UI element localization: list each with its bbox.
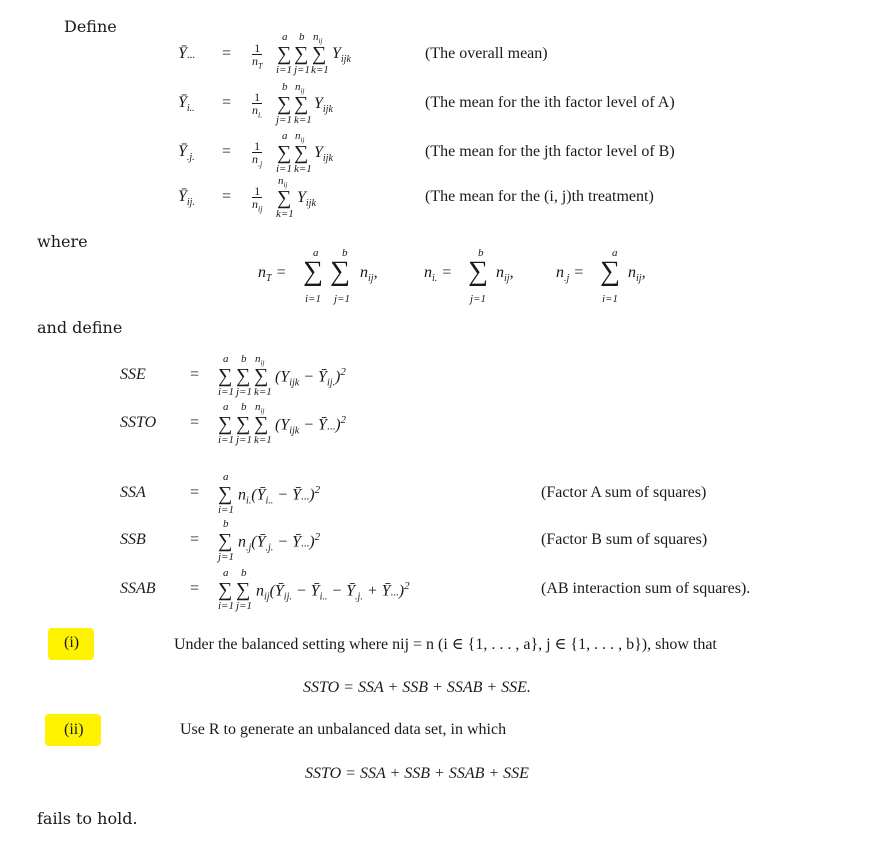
ssa-note: (Factor A sum of squares) <box>541 484 707 501</box>
part-ii-text: Use R to generate an unbalanced data set, in which <box>180 721 507 738</box>
equals-sign: = <box>222 143 232 160</box>
mean-overall-lhs: Ȳ... <box>178 45 196 62</box>
mean-a-note: (The mean for the ith factor level of A) <box>425 94 675 111</box>
mean-b-note: (The mean for the jth factor level of B) <box>425 143 675 160</box>
part-i-equation: SSTO = SSA + SSB + SSAB + SSE. <box>303 679 531 696</box>
define-heading: Define <box>64 17 117 36</box>
sse-lhs: SSE <box>120 366 146 383</box>
equals-sign: = <box>190 580 200 597</box>
mean-a-lhs: $Ȳ_{i..}$ <box>178 94 195 115</box>
ssab-note: (AB interaction sum of squares). <box>541 580 751 597</box>
equals-sign: = <box>222 94 232 111</box>
ssb-note: (Factor B sum of squares) <box>541 531 708 548</box>
sample-size-definitions: $n_T$ = ∑ ∑ a b i=1 j=1 $n_{ij}$, $n_{i.}$ = ∑ b j=1 $n_{ij}$, $n_{.j}$ = ∑ a i=1 $n_{ij}$, <box>258 247 646 305</box>
part-i-text: Under the balanced setting where nij = n (i ∈ {1, . . . , a}, j ∈ {1, . . . , b}), show that <box>174 636 717 653</box>
fails-label: fails to hold. <box>37 809 138 828</box>
part-ii-equation: SSTO = SSA + SSB + SSAB + SSE <box>305 765 529 782</box>
part-i-label: (i) <box>64 634 80 651</box>
equals-sign: = <box>222 188 232 205</box>
mean-overall-note: (The overall mean) <box>425 45 548 62</box>
ssto-lhs: SSTO <box>120 414 157 431</box>
mean-b-lhs: $Ȳ_{.j.}$ <box>178 143 195 164</box>
mean-ab-lhs: $Ȳ_{ij.}$ <box>178 188 195 209</box>
where-label: where <box>37 232 88 251</box>
equals-sign: = <box>190 484 200 501</box>
mean-ab-note: (The mean for the (i, j)th treatment) <box>425 188 654 205</box>
part-ii-label: (ii) <box>64 721 84 738</box>
equals-sign: = <box>190 414 200 431</box>
and-define-label: and define <box>37 318 123 337</box>
ssa-lhs: SSA <box>120 484 146 501</box>
equals-sign: = <box>190 531 200 548</box>
ssab-lhs: SSAB <box>120 580 156 597</box>
ssb-lhs: SSB <box>120 531 146 548</box>
equals-sign: = <box>190 366 200 383</box>
equals-sign: = <box>222 45 232 62</box>
